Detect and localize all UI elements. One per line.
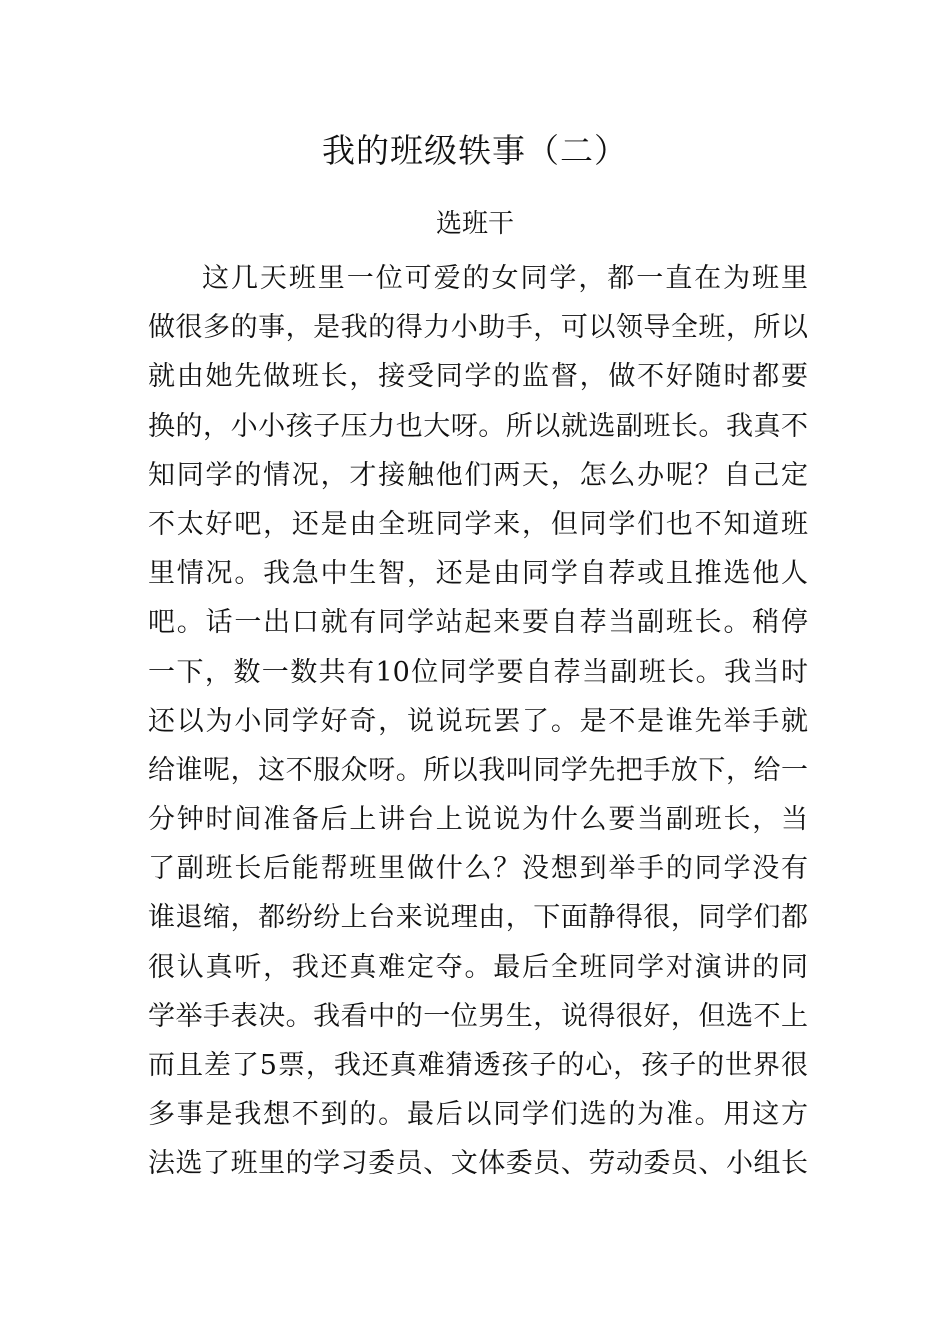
- text-line: 里情况。我急中生智，还是由同学自荐或且推选他人: [148, 558, 808, 590]
- body-paragraph: [148, 254, 808, 1189]
- text-line: 做很多的事，是我的得力小助手，可以领导全班，所以: [148, 312, 808, 344]
- text-line: 就由她先做班长，接受同学的监督，做不好随时都要: [148, 361, 808, 393]
- text-line: 学举手表决。我看中的一位男生，说得很好，但选不上: [148, 1000, 808, 1032]
- text-line: 一下，数一数共有10位同学要自荐当副班长。我当时: [148, 656, 808, 688]
- text-line: 给谁呢，这不服众呀。所以我叫同学先把手放下，给一: [148, 754, 808, 786]
- text-line: 分钟时间准备后上讲台上说说为什么要当副班长，当: [148, 804, 808, 836]
- text-line: 换的，小小孩子压力也大呀。所以就选副班长。我真不: [148, 410, 808, 442]
- text-line: 谁退缩，都纷纷上台来说理由，下面静得很，同学们都: [148, 902, 808, 934]
- text-line: 知同学的情况，才接触他们两天，怎么办呢？自己定: [148, 459, 808, 491]
- text-line: 不太好吧，还是由全班同学来，但同学们也不知道班: [148, 508, 808, 540]
- text-line: 吧。话一出口就有同学站起来要自荐当副班长。稍停: [148, 607, 808, 639]
- text-line: 多事是我想不到的。最后以同学们选的为准。用这方: [148, 1099, 808, 1131]
- text-line: 还以为小同学好奇，说说玩罢了。是不是谁先举手就: [148, 705, 808, 737]
- text-line: 了副班长后能帮班里做什么？没想到举手的同学没有: [148, 853, 808, 885]
- text-line: 而且差了5票，我还真难猜透孩子的心，孩子的世界很: [148, 1050, 808, 1081]
- section-subtitle: 选班干: [435, 209, 514, 239]
- document-title: 我的班级轶事（二）: [322, 131, 628, 170]
- text-line: 很认真听，我还真难定夺。最后全班同学对演讲的同: [148, 951, 808, 983]
- text-line: 法选了班里的学习委员、文体委员、劳动委员、小组长: [148, 1148, 808, 1180]
- text-line: 这几天班里一位可爱的女同学，都一直在为班里: [202, 263, 808, 294]
